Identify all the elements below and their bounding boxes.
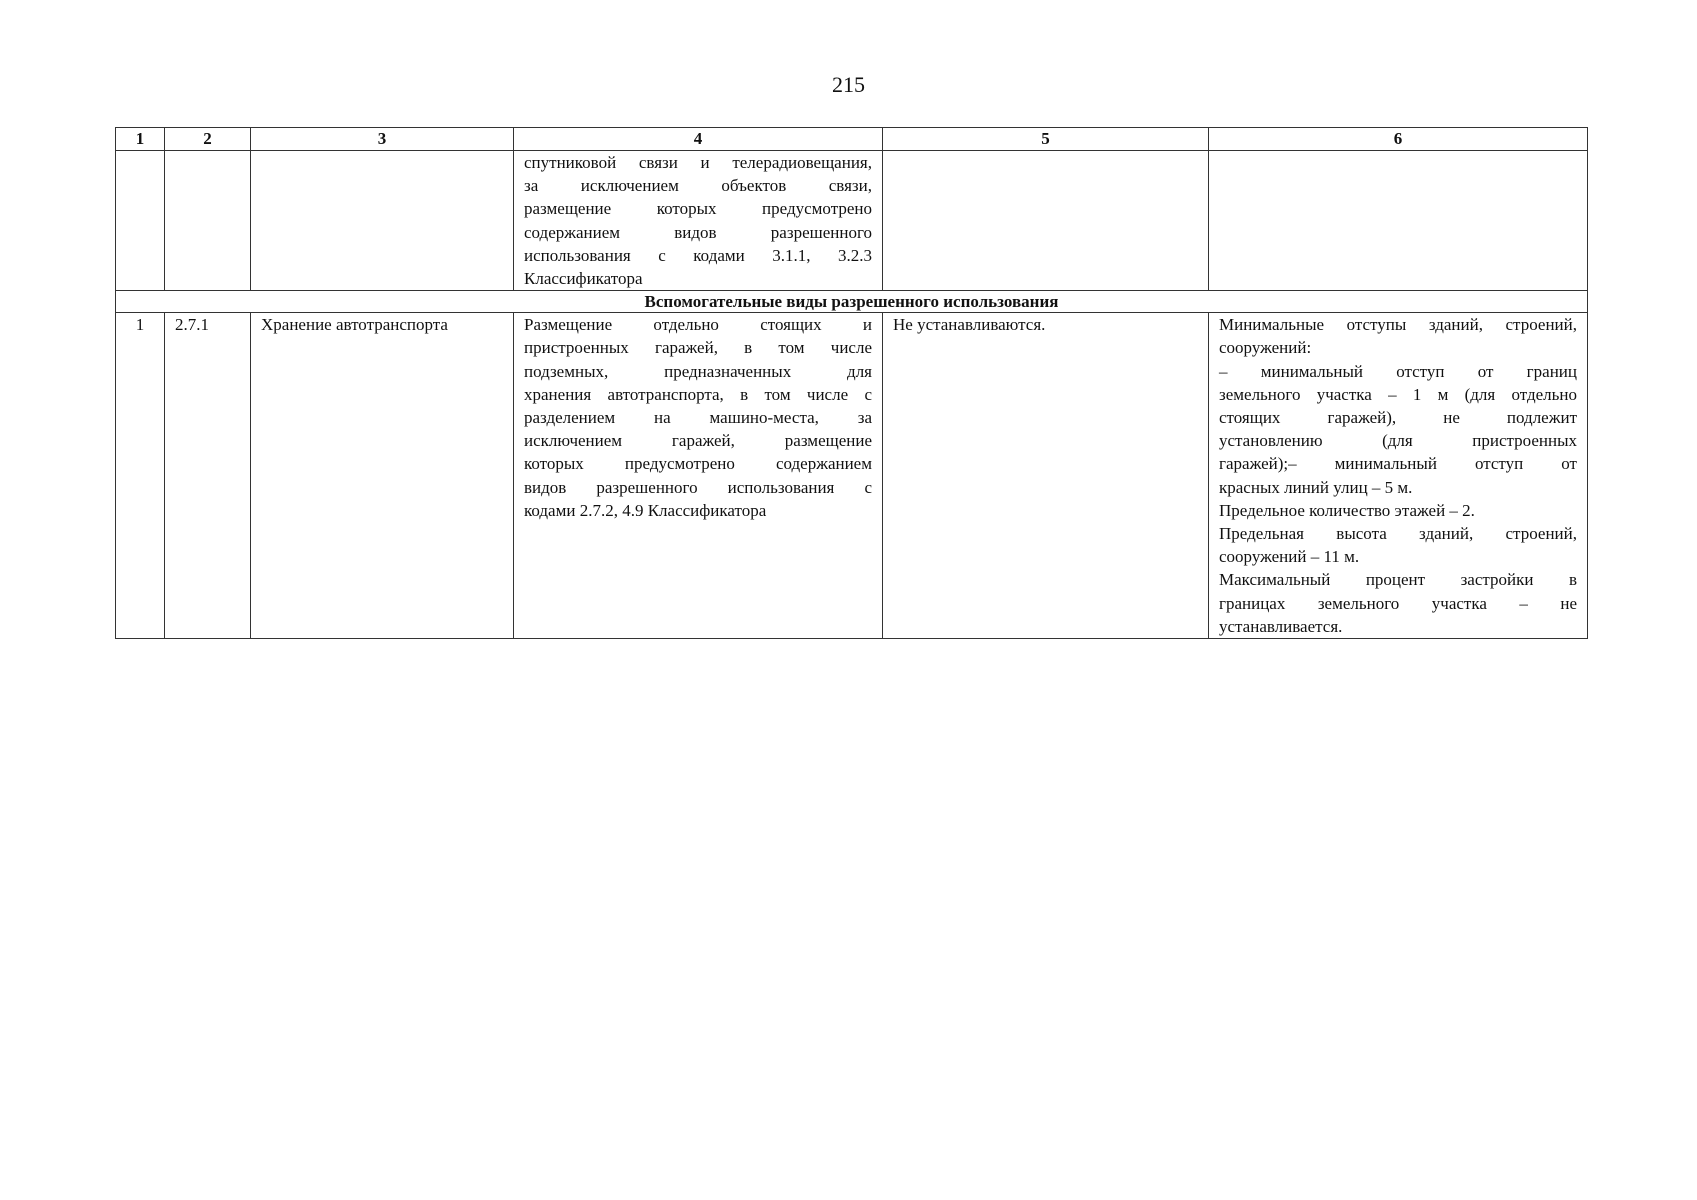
text-line: видов разрешенного использования с (524, 477, 872, 497)
row-parameters (1209, 313, 1588, 639)
text-line: содержанием видов разрешенного (524, 222, 872, 242)
continued-cell-2 (165, 151, 251, 291)
text-line: – минимальный отступ от границ (1219, 361, 1577, 381)
text-line: спутниковой связи и телерадиовещания, (524, 153, 872, 172)
text-line: Предельное количество этажей – 2. (1219, 500, 1475, 520)
text-line: Максимальный процент застройки в (1219, 570, 1577, 590)
text-line: размещение которых предусмотрено (524, 199, 872, 219)
text-line: границах земельного участка – не (1219, 593, 1577, 613)
text-line: сооружений – 11 м. (1219, 547, 1360, 567)
row-limits: Не устанавливаются. (883, 313, 1209, 639)
continued-cell-3 (251, 151, 514, 291)
section-row (116, 291, 1588, 313)
row-description (514, 313, 883, 639)
row-number: 1 (116, 313, 165, 639)
section-title: Вспомогательные виды разрешенного использования (116, 291, 1588, 313)
text-line: установлению (для пристроенных (1219, 431, 1577, 451)
text-line: Предельная высота зданий, строений, (1219, 524, 1577, 544)
continued-cell-1 (116, 151, 165, 291)
header-row (116, 128, 1588, 151)
text-line: хранения автотранспорта, в том числе с (524, 384, 872, 404)
text-line: Минимальные отступы зданий, строений, (1219, 315, 1577, 335)
text-line: Классификатора (524, 269, 643, 289)
header-col-5: 5 (883, 128, 1209, 151)
table-row (116, 313, 1588, 639)
text-line: устанавливается. (1219, 616, 1343, 636)
text-line: за исключением объектов связи, (524, 176, 872, 196)
text-line: стоящих гаражей), не подлежит (1219, 408, 1577, 428)
text-line: разделением на машино-места, за (524, 408, 872, 428)
text-line: исключением гаражей, размещение (524, 431, 872, 451)
text-line: использования с кодами 3.1.1, 3.2.3 (524, 245, 872, 265)
row-name: Хранение автотранспорта (251, 313, 514, 639)
text-line: подземных, предназначенных для (524, 361, 872, 381)
text-line: Размещение отдельно стоящих и (524, 315, 872, 335)
text-line: красных линий улиц – 5 м. (1219, 477, 1413, 497)
continued-cell-6 (1209, 151, 1588, 291)
header-col-6: 6 (1209, 128, 1588, 151)
page-number: 215 (832, 72, 865, 97)
row-code: 2.7.1 (165, 313, 251, 639)
text-line: пристроенных гаражей, в том числе (524, 338, 872, 358)
text-line: гаражей);– минимальный отступ от (1219, 454, 1577, 474)
regulations-table (115, 127, 1588, 639)
text-line: которых предусмотрено содержанием (524, 454, 872, 474)
header-col-1: 1 (116, 128, 165, 151)
header-col-3: 3 (251, 128, 514, 151)
continued-description (514, 151, 883, 291)
text-line: сооружений: (1219, 338, 1312, 358)
header-col-2: 2 (165, 128, 251, 151)
header-col-4: 4 (514, 128, 883, 151)
continued-row (116, 151, 1588, 291)
text-line: кодами 2.7.2, 4.9 Классификатора (524, 500, 767, 520)
continued-cell-5 (883, 151, 1209, 291)
text-line: земельного участка – 1 м (для отдельно (1219, 384, 1577, 404)
